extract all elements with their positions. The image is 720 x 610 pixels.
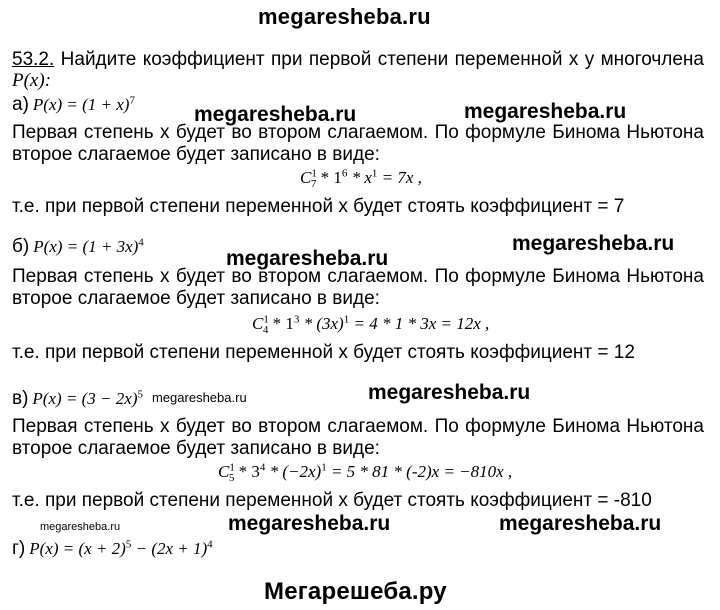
part-a-line1: Первая степень х будет во втором слагаемом. По формуле Бинома Ньютона: [12, 122, 704, 143]
part-d-function: $P(x) = (x + 2)^5 - (2x + 1)^4$: [29, 538, 213, 558]
part-d-label: г): [12, 538, 26, 559]
problem-text: Найдите коэффициент при первой степени переменной х у многочлена: [60, 49, 704, 70]
part-c-function: $P(x) = (3 - 2x)^5$: [32, 388, 143, 408]
part-a-header: [12, 94, 135, 116]
part-b-formula: $C^1_4 * 1^3 * (3x)^1 = 4 * 1 * 3x = 12x$ ,: [252, 313, 490, 337]
part-b-line1: Первая степень х будет во втором слагаемом. По формуле Бинома Ньютона: [12, 266, 704, 287]
watermark-inline: megaresheba.ru: [512, 232, 675, 255]
part-c-formula: $C^1_5 * 3^4 * (-2x)^1 = 5 * 81 * (-2)x = -810x$ ,: [218, 461, 513, 485]
part-a-label: а): [12, 94, 29, 115]
part-c-label: в): [12, 388, 29, 409]
part-d-header: [12, 538, 213, 560]
watermark-inline: megaresheba.ru: [499, 512, 662, 535]
watermark-inline: megaresheba.ru: [194, 103, 357, 126]
part-a-function: $P(x) = (1 + x)^7$: [32, 94, 135, 114]
problem-statement: [12, 49, 704, 71]
part-a-formula: $C^1_7 * 1^6 * x^1 = 7x$ ,: [300, 167, 422, 191]
part-b-function: $P(x) = (1 + 3x)^4$: [33, 236, 144, 256]
part-c-line2: второе слагаемое будет записано в виде:: [12, 438, 380, 459]
watermark-bottom: Мегарешеба.ру: [264, 578, 447, 605]
part-a-result: т.е. при первой степени переменной х будет стоять коэффициент = 7: [12, 196, 625, 217]
watermark-inline: megaresheba.ru: [228, 512, 391, 535]
part-b-header: [12, 236, 144, 258]
watermark-inline: megaresheba.ru: [152, 390, 247, 405]
problem-number: 53.2.: [12, 49, 55, 70]
part-c-line1: Первая степень х будет во втором слагаемом. По формуле Бинома Ньютона: [12, 416, 704, 437]
part-c-result: т.е. при первой степени переменной х будет стоять коэффициент = -810: [12, 490, 652, 511]
problem-statement-cont: P(x):: [12, 70, 52, 91]
part-c-header: [12, 388, 143, 410]
watermark-inline: megaresheba.ru: [368, 381, 531, 404]
part-b-line2: второе слагаемое будет записано в виде:: [12, 288, 380, 309]
watermark-inline: megaresheba.ru: [40, 521, 121, 533]
watermark-inline: megaresheba.ru: [226, 247, 389, 270]
part-b-result: т.е. при первой степени переменной х будет стоять коэффициент = 12: [12, 342, 635, 363]
part-a-line2: второе слагаемое будет записано в виде:: [12, 144, 380, 165]
watermark-top: megaresheba.ru: [258, 4, 431, 29]
part-b-label: б): [12, 236, 30, 257]
watermark-inline: megaresheba.ru: [464, 100, 627, 123]
